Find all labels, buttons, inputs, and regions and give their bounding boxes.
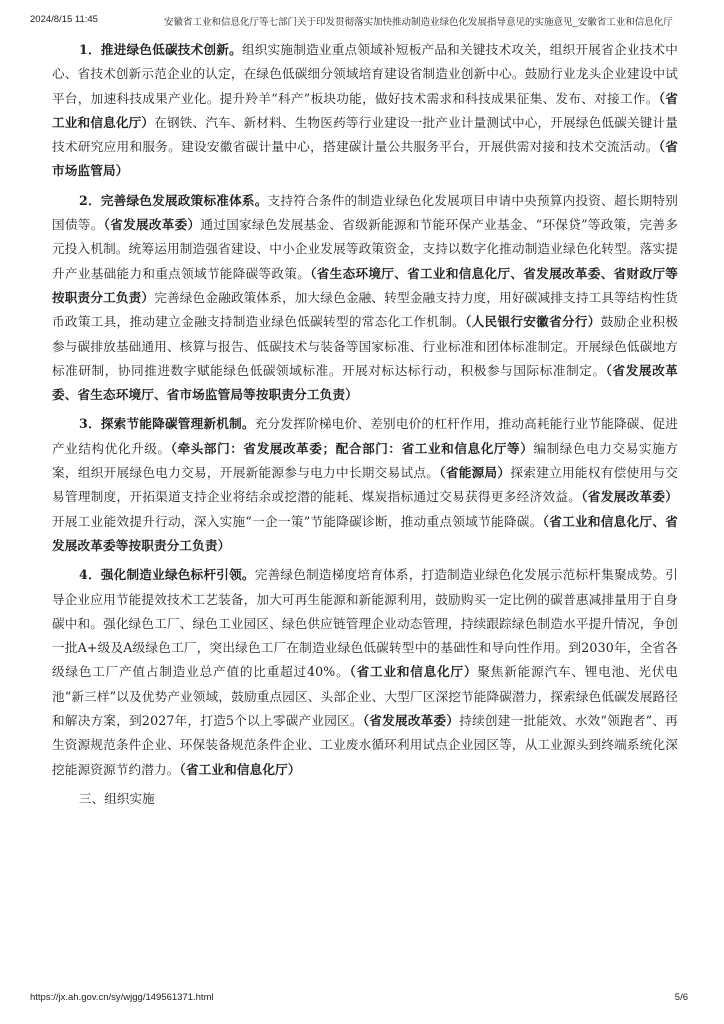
page-url[interactable]: https://jx.ah.gov.cn/sy/wjgg/149561371.html: [30, 992, 214, 1003]
paragraph-2-text: 完善绿色金融政策体系，加大绿色金融、转型金融支持力度，用好碳减排支持工具等结构性货币政策工具，推动建立金融支持制造业绿色低碳转型的常态化工作机制。: [52, 289, 679, 330]
paragraph-4-text: 完善绿色制造梯度培育体系，打造制造业绿色化发展示范标杆集聚成势。引导企业应用节能提效技术工艺装备，加大可再生能源和新能源利用，鼓励购买一定比例的碳普惠减排量用于自身碳中和。强化绿色工厂、绿色工业园区、绿色供应链管理企业动态管理，持续跟踪绿色制造水平提升情况，争创一批A+级及A级绿色工厂，突出绿色工厂在制造业绿色低碳转型中的基础性和导向性作用。到2030年，全省各级绿色工厂产值占制造业总产值的比重超过40%。: [52, 567, 678, 680]
paragraph-4-heading: 4．强化制造业绿色标杆引领。: [79, 567, 255, 583]
paragraph-2-dept: （省生态环境厅、省工业和信息化厅、省发展改革委、省财政厅等按职责分工负责）: [52, 265, 679, 305]
page-footer: [30, 992, 694, 1006]
paragraph-1-dept: （省工业和信息化厅）: [52, 90, 679, 130]
paragraph-2-dept: （省发展改革委、省生态环境厅、省市场监管局等按职责分工负责）: [52, 362, 678, 403]
paragraph-3-text: 充分发挥阶梯电价、差别电价的杠杆作用，推动高耗能行业节能降碳、促进产业结构优化升级。: [52, 416, 678, 456]
paragraph-4-dept: （省工业和信息化厅）: [349, 664, 478, 680]
paragraph-4-dept: （省工业和信息化厅）: [179, 761, 301, 777]
paragraph-3-text: 探索建立用能权有偿使用与交易管理制度，开拓渠道支持企业将结余或挖潜的能耗、煤炭指标通过交易获得更多经济效益。: [52, 465, 679, 505]
page-number: 5/6: [674, 992, 688, 1003]
paragraph-3-dept: （省工业和信息化厅、省发展改革委等按职责分工负责）: [52, 513, 678, 553]
paragraph-2-dept: （省发展改革委）: [103, 217, 201, 233]
page-title: 安徽省工业和信息化厅等七部门关于印发贯彻落实加快推动制造业绿色化发展指导意见的实施意见_安徽省工业和信息化厅: [164, 17, 673, 28]
paragraph-3-heading: 3．探索节能降碳管理新机制。: [79, 416, 255, 432]
paragraph-1: [52, 38, 678, 184]
page-header: [30, 14, 694, 30]
paragraph-4-text: 聚焦新能源汽车、锂电池、光伏电池“新三样”以及优势产业领域，鼓励重点园区、头部企业、大型厂区深挖节能降碳潜力，探索绿色低碳发展路径和解决方案，到2027年，打造5个以上零碳产业园区。: [52, 664, 678, 729]
paragraph-1-dept: （省市场监管局）: [52, 139, 678, 179]
paragraph-1-text: 组织实施制造业重点领域补短板产品和关键技术攻关，组织开展省企业技术中心、省技术创新示范企业的认定，在绿色低碳细分领域培育建设省制造业创新中心。鼓励行业龙头企业建设中试平台，加速科技成果产业化。提升羚羊“科产”板块功能，做好技术需求和科技成果征集、发布、对接工作。: [52, 42, 678, 106]
paragraph-2-text: 鼓励企业积极参与碳排放基础通用、核算与报告、低碳技术与装备等国家标准、行业标准和团体标准制定。开展绿色低碳地方标准研制，协同推进数字赋能绿色低碳领域标准。开展对标达标行动，积极参与国际标准制定。: [52, 314, 678, 378]
paragraph-4-dept: （省发展改革委）: [362, 713, 460, 729]
paragraph-3-dept: （牵头部门：省发展改革委；配合部门：省工业和信息化厅等）: [170, 440, 534, 456]
paragraph-4: [52, 563, 678, 782]
paragraph-2-dept: （人民银行安徽省分行）: [465, 314, 601, 330]
paragraph-2-heading: 2．完善绿色发展政策标准体系。: [79, 192, 268, 208]
document-body: [52, 38, 678, 811]
paragraph-2-text: 通过国家绿色发展基金、省级新能源和节能环保产业基金、“环保贷”等政策，完善多元投入机制。统筹运用制造强省建设、中小企业发展等政策资金，支持以数字化推动制造业绿色化转型。落实提升产业基础能力和重点领域节能降碳等政策。: [52, 217, 678, 281]
paragraph-3-dept: （省发展改革委）: [581, 489, 678, 505]
paragraph-3-text: 开展工业能效提升行动，深入实施“一企一策”节能降碳诊断，推动重点领域节能降碳。: [52, 513, 543, 529]
paragraph-4-text: 持续创建一批能效、水效“领跑者”、再生资源规范条件企业、环保装备规范条件企业、工业废水循环利用试点企业园区等，从工业源头到终端系统化深挖能源资源节约潜力。: [52, 713, 679, 777]
paragraph-3: [52, 412, 678, 558]
paragraph-1-text: 在钢铁、汽车、新材料、生物医药等行业建设一批产业计量测试中心，开展绿色低碳关键计量技术研究应用和服务。建设安徽省碳计量中心，搭建碳计量公共服务平台，开展供需对接和技术交流活动。: [52, 114, 679, 155]
paragraph-1-heading: 1．推进绿色低碳技术创新。: [79, 42, 242, 57]
paragraph-2: [52, 189, 678, 408]
paragraph-3-dept: （省能源局）: [439, 465, 511, 481]
print-datetime: 2024/8/15 11:45: [30, 14, 98, 25]
paragraph-2-text: 支持符合条件的制造业绿色化发展项目申请中央预算内投资、超长期特别国债等。: [52, 192, 678, 233]
paragraph-3-text: 编制绿色电力交易实施方案，组织开展绿色电力交易，开展新能源参与电力中长期交易试点。: [52, 440, 678, 481]
section-heading: 三、组织实施: [79, 790, 155, 806]
